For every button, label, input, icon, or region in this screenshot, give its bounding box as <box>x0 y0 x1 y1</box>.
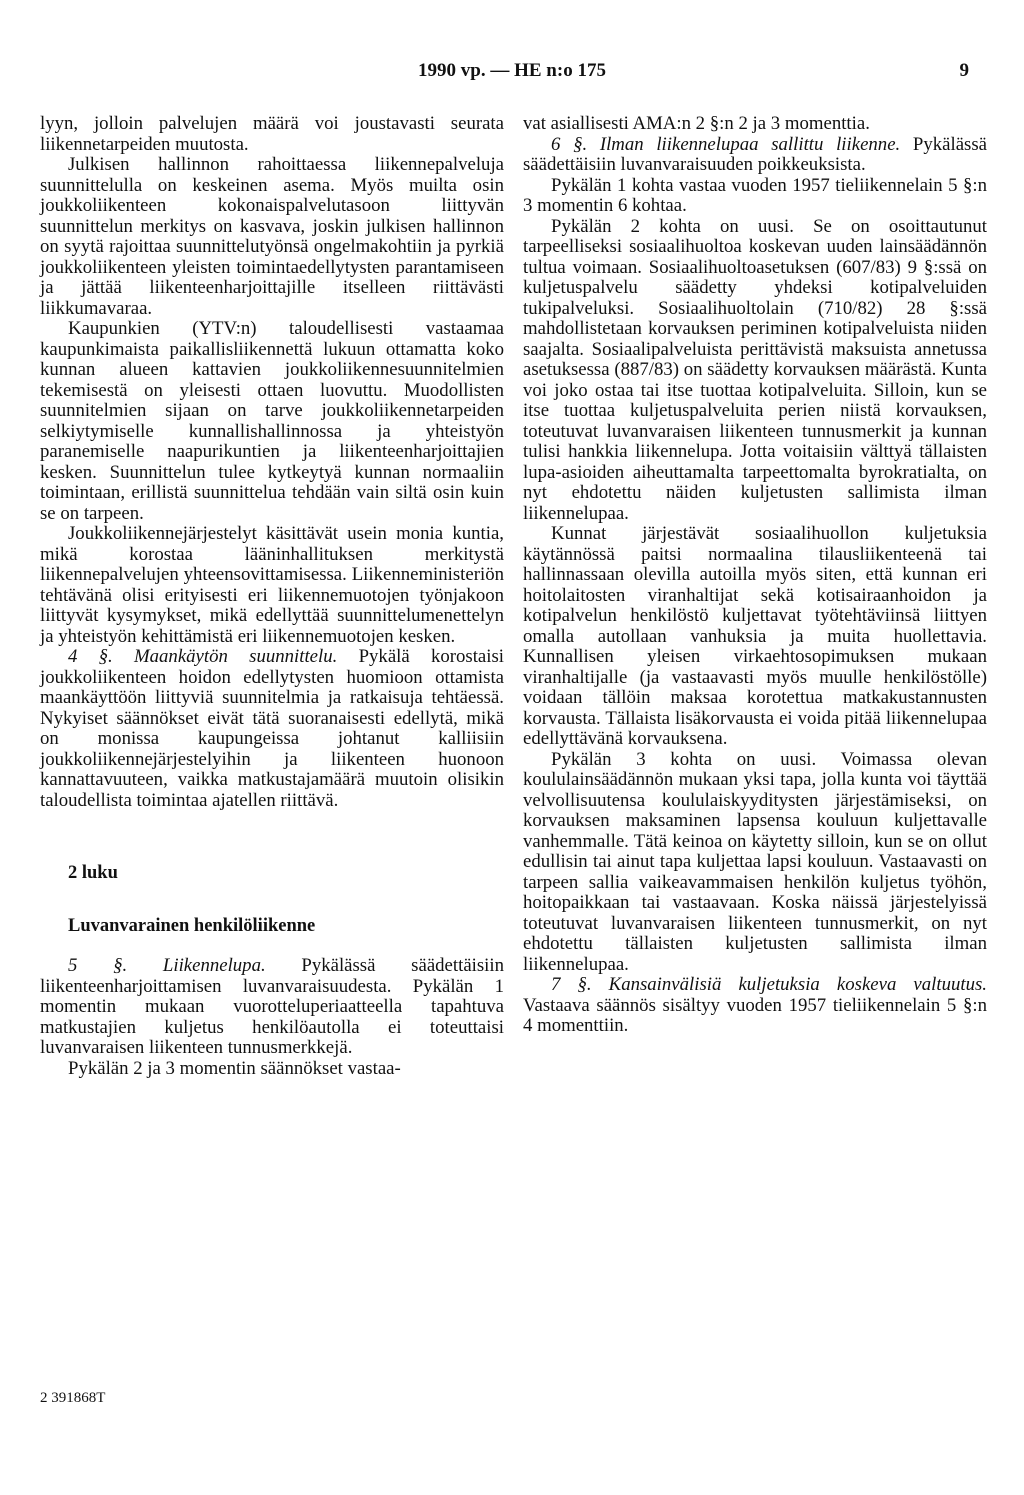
paragraph: Kaupunkien (YTV:n) taloudellisesti vastaamaa kaupunkimaista paikallisliikennettä lukuun ottamatta koko kunnan alueen kattavien joukkoliikennesuunnitelmien tekemisestä on yleisesti ottaen luovuttu. Muodollisten suunnitelmien sijaan on tarve joukkoliikennetarpeiden selkiytymiselle kunnallishallinnossa ja yhteistyön paranemiselle naapurikuntien ja liikenteenharjoittajien kesken. Suunnittelun tulee kytkeytyä kunnan normaaliin toimintaan, erillistä suunnittelua tehdään vain siltä osin kuin se on tarpeen. <box>40 318 504 524</box>
paragraph: Pykälän 1 kohta vastaa vuoden 1957 tieliikennelain 5 §:n 3 momentin 6 kohtaa. <box>523 174 987 216</box>
paragraph <box>523 135 987 176</box>
section-lead: 5 §. Liikennelupa. <box>68 955 266 976</box>
paragraph: lyyn, jolloin palvelujen määrä voi joustavasti seurata liikennetarpeiden muutosta. <box>40 113 504 155</box>
paragraph: Pykälän 2 ja 3 momentin säännökset vastaa- <box>68 1057 401 1079</box>
footer-code: 2 391868T <box>40 1390 106 1406</box>
paragraph <box>40 956 504 1059</box>
section-lead: 7 §. Kansainvälisiä kuljetuksia koskeva valtuutus. <box>551 974 987 995</box>
section-text: Pykälässä säädettäisiin luvanvaraisuuden poikkeuksista. <box>523 133 987 175</box>
page-header <box>0 60 1024 90</box>
page-number: 9 <box>959 60 969 81</box>
left-column <box>40 114 504 1079</box>
paragraph: vat asiallisesti AMA:n 2 §:n 2 ja 3 momenttia. <box>523 113 870 134</box>
paragraph <box>523 975 987 1037</box>
paragraph: Joukkoliikennejärjestelyt käsittävät usein monia kuntia, mikä korostaa lääninhallituksen merkitystä liikennepalvelujen yhteensovittamisessa. Liikenneministeriön tehtävänä olisi erityisesti eri liikennemuotojen työnjakoon liittyvät kysymykset, mikä edellyttää suunnittelumenettelyn ja yhteistyön kehittämistä eri liikennemuotojen kesken. <box>40 523 504 647</box>
chapter-number: 2 luku <box>68 863 118 883</box>
section-lead: 4 §. Maankäytön suunnittelu. <box>68 646 338 667</box>
section-text: Vastaava säännös sisältyy vuoden 1957 tieliikennelain 5 §:n 4 momenttiin. <box>523 994 987 1036</box>
paragraph: Pykälän 2 kohta on uusi. Se on osoittautunut tarpeelliseksi sosiaalihuoltoa koskevan uuden lainsäädännön tultua voimaan. Sosiaalihuoltoasetuksen (607/83) 9 §:ssä on kuljetuspalvelu säädetty yhdeksi kotipalveluiden tukipalveluksi. Sosiaalihuoltolain (710/82) 28 §:ssä mahdollistetaan korvauksen periminen kotipalveluista niiden saajalta. Sosiaalipalveluista perittävistä maksuista annetussa asetuksessa (887/83) on säädetty korvauksen määrästä. Kunta voi joko ostaa tai itse tuottaa kotipalveluita. Silloin, kun se itse tuottaa kuljetuspalveluita perien niistä korvauksen, toteutuvat luvanvaraisen liikenteen tunnusmerkit ja kunnan tulisi hankkia liikennelupa. Jotta voitaisiin välttyä tällaisten lupa-asioiden aiheuttamalta tarpeettomalta byrokratialta, on nyt ehdotettu näiden kuljetusten sallimista ilman liikennelupaa. <box>523 215 987 524</box>
paragraph: Julkisen hallinnon rahoittaessa liikennepalveluja suunnittelulla on keskeinen asema. Myös muilta osin joukkoliikenteen kokonaispalvelutasoon liittyvän suunnittelun merkitys on kasvava, joskin julkisen hallinnon on syytä rajoittaa suunnittelutyönsä ongelmakohtiin ja pyrkiä joukkoliikenteen yleisten toimintaedellytysten parantamiseen ja jättää liikenteenharjoittajille itselleen riittävästi liikkumavaraa. <box>40 154 504 319</box>
section-text: Pykälä korostaisi joukkoliikenteen hoidon edellytysten huomioon ottamista maankäyttöön liittyviä suunnitelmia ja ratkaisuja tehtäessä. Nykyiset säännökset eivät tätä suoranaisesti edellytä, mikä on monissa kaupungeissa johtanut kalliisiin joukkoliikennejärjestelyihin ja liikenteen huonoon kannattavuuteen, vaikka matkustajamäärä muutoin olisikin taloudellista toimintaa ajatellen riittävä. <box>40 646 505 811</box>
paragraph <box>40 647 504 811</box>
section-text: Pykälässä säädettäisiin liikenteenharjoittamisen luvanvaraisuudesta. Pykälän 1 momentin mukaan vuorotteluperiaatteella tapahtuva matkustajien kuljetus henkilöautolla ei toteuttaisi luvanvaraisen liikenteen tunnusmerkkejä. <box>40 955 505 1058</box>
chapter-title: Luvanvarainen henkilöliikenne <box>68 915 316 936</box>
paragraph: Kunnat järjestävät sosiaalihuollon kuljetuksia käytännössä paitsi normaalina tilausliikenteenä tai hallinnassaan olevilla autoilla myös siten, että kunnan eri hoitolaitosten viranhaltijat sekä kotisairaanhoidon ja kotipalvelun henkilöstö kuljettavat työtehtäviinsä liittyen omalla autollaan vanhuksia ja muita huollettavia. Kunnallisen yleisen virkaehtosopimuksen mukaan viranhaltijalle (ja vastaavasti myös muulle henkilöstölle) voidaan tällöin maksaa korotettua matkakustannusten korvausta. Tällaista lisäkorvausta ei voida pitää liikennelupaa edellyttävänä korvauksena. <box>523 523 987 749</box>
header-title: 1990 vp. — HE n:o 175 <box>418 60 606 81</box>
right-column <box>523 114 987 1037</box>
paragraph: Pykälän 3 kohta on uusi. Voimassa olevan koululainsäädännön mukaan yksi tapa, jolla kunta voi täyttää velvollisuutensa koululaiskyyditysten järjestämiseksi, on korvauksen maksaminen lapsensa kouluun kuljettavalle vanhemmalle. Tätä keinoa on käytetty silloin, kun se on ollut edullisin tai ainut tapa kuljettaa lapsi kouluun. Vastaavasti on tarpeen sallia vaikeavammaisen henkilön kuljetus työhön, hoitopaikkaan tai vastaavaan. Koska näissä järjestelyissä toteutuvat luvanvaraisen liikenteen tunnusmerkit, on nyt ehdotettu tällaisten kuljetusten sallimista ilman liikennelupaa. <box>523 748 987 975</box>
section-lead: 6 §. Ilman liikennelupaa sallittu liikenne. <box>551 133 901 155</box>
